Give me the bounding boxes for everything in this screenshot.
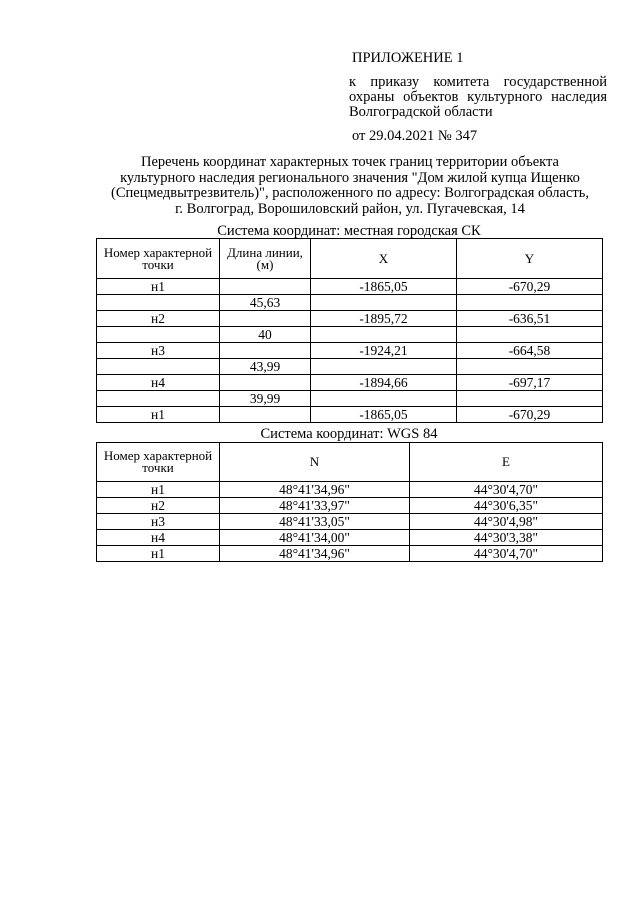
cell-x [311,295,457,311]
table-row [97,546,603,562]
document-title-line-2: культурного наследия регионального значения "Дом жилой купца Ищенко [120,169,580,186]
annex-order-line-3: Волгоградской области [349,104,493,120]
cell-length: 39,99 [220,391,311,407]
cell-y: -636,51 [457,311,603,327]
cell-x: -1924,21 [311,343,457,359]
cell-y [457,391,603,407]
column-header-point: Номер характерной точки [97,239,220,279]
cell-y [457,327,603,343]
table-row [97,375,603,391]
column-header-n: N [220,443,410,482]
cell-y: -664,58 [457,343,603,359]
cell-x [311,359,457,375]
column-header-e: E [410,443,603,482]
annex-order-line-1: к приказу комитета государственной [349,74,607,90]
cell-point: н1 [97,546,220,562]
cell-x: -1895,72 [311,311,457,327]
cell-point: н4 [97,530,220,546]
cell-length [220,343,311,359]
cell-length: 45,63 [220,295,311,311]
cell-e: 44°30'6,35" [410,498,603,514]
cell-x: -1865,05 [311,279,457,295]
cell-length [220,407,311,423]
cell-point: н4 [97,375,220,391]
table-header-row [97,443,603,482]
column-header-x: X [311,239,457,279]
cell-n: 48°41'33,05" [220,514,410,530]
cell-x [311,391,457,407]
column-header-y: Y [457,239,603,279]
table-row [97,343,603,359]
cell-point: н1 [97,279,220,295]
document-title-line-4: г. Волгоград, Ворошиловский район, ул. Пугачевская, 14 [175,200,525,217]
table-row [97,327,603,343]
cell-x: -1894,66 [311,375,457,391]
table-row [97,279,603,295]
cell-point: н1 [97,482,220,498]
table-row [97,482,603,498]
cell-point: н3 [97,343,220,359]
cell-point: н3 [97,514,220,530]
table-row [97,407,603,423]
wgs-coordinates-table [96,442,603,562]
cell-x [311,327,457,343]
table-row [97,391,603,407]
local-coordinates-table [96,238,603,423]
document-title-line-1: Перечень координат характерных точек границ территории объекта [141,154,559,170]
cell-point [97,391,220,407]
annex-title: ПРИЛОЖЕНИЕ 1 [352,50,464,66]
cell-point [97,327,220,343]
local-system-caption: Система координат: местная городская СК [217,223,481,239]
cell-e: 44°30'4,70" [410,546,603,562]
cell-n: 48°41'34,96" [220,482,410,498]
table-row [97,514,603,530]
cell-point [97,359,220,375]
cell-point [97,295,220,311]
cell-length [220,311,311,327]
cell-length [220,375,311,391]
cell-n: 48°41'34,96" [220,546,410,562]
cell-e: 44°30'4,70" [410,482,603,498]
cell-y [457,359,603,375]
cell-y: -697,17 [457,375,603,391]
column-header-point: Номер характерной точки [97,443,220,482]
table-row [97,359,603,375]
cell-length: 40 [220,327,311,343]
cell-y [457,295,603,311]
table-row [97,530,603,546]
cell-point: н2 [97,498,220,514]
cell-y: -670,29 [457,407,603,423]
cell-e: 44°30'3,38" [410,530,603,546]
cell-y: -670,29 [457,279,603,295]
annex-order-reference [349,75,607,120]
cell-x: -1865,05 [311,407,457,423]
cell-n: 48°41'34,00" [220,530,410,546]
cell-length [220,279,311,295]
cell-point: н1 [97,407,220,423]
annex-date: от 29.04.2021 № 347 [352,128,478,144]
document-title-line-3: (Спецмедвытрезвитель)", расположенного по адресу: Волгоградская область, [111,185,589,201]
table-row [97,498,603,514]
table-header-row [97,239,603,279]
annex-order-line-2: охраны объектов культурного наследия [349,89,607,105]
document-title [90,155,610,217]
cell-length: 43,99 [220,359,311,375]
cell-e: 44°30'4,98" [410,514,603,530]
wgs-system-caption: Система координат: WGS 84 [260,426,438,442]
table-row [97,295,603,311]
table-row [97,311,603,327]
cell-n: 48°41'33,97" [220,498,410,514]
cell-point: н2 [97,311,220,327]
column-header-length: Длина линии, (м) [220,239,311,279]
